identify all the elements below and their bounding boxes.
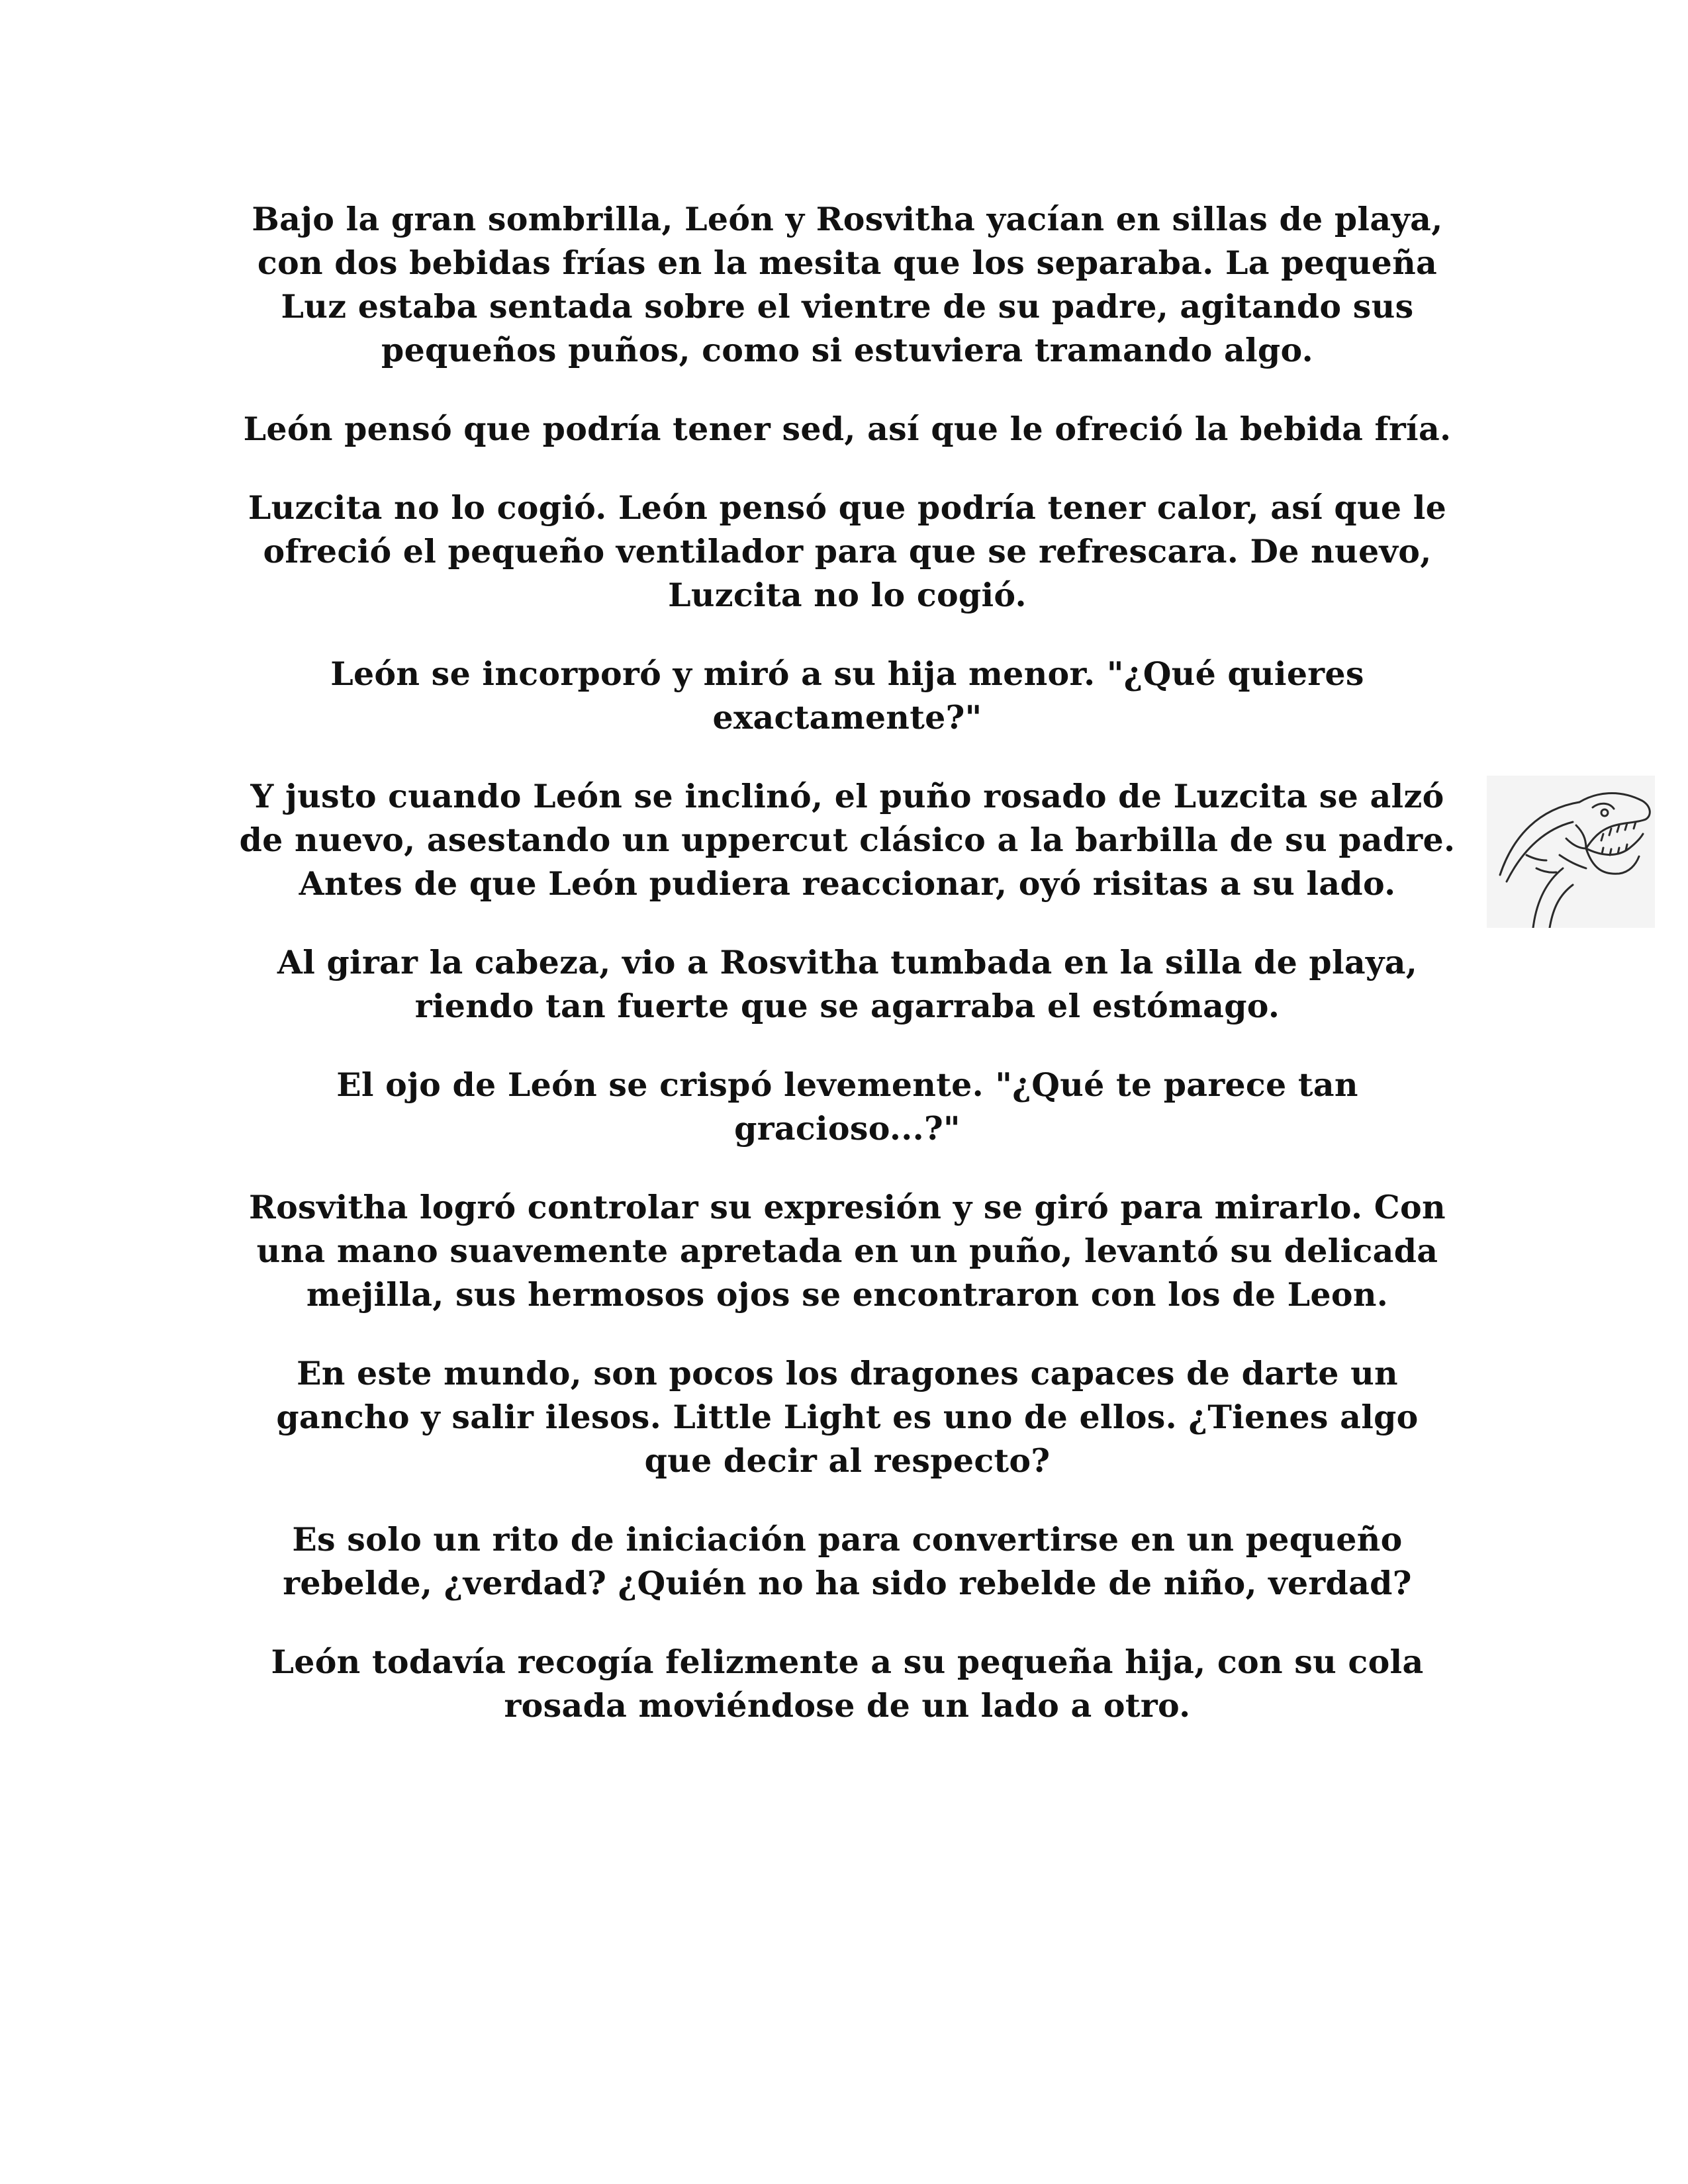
paragraph-6: Al girar la cabeza, vio a Rosvitha tumbada en la silla de playa, riendo tan fuerte que se agarraba el estómago. — [277, 943, 1418, 1025]
paragraph-3: Luzcita no lo cogió. León pensó que podría tener calor, así que le ofreció el pequeño ventilador para que se refrescara. De nuevo, Luzcita no lo cogió. — [248, 488, 1447, 614]
paragraph-9: En este mundo, son pocos los dragones capaces de darte un gancho y salir ilesos. Little Light es uno de ellos. ¿Tienes algo que decir al respecto? — [276, 1354, 1419, 1480]
story-text — [238, 197, 1456, 1762]
paragraph-1: Bajo la gran sombrilla, León y Rosvitha yacían en sillas de playa, con dos bebidas frías en la mesita que los separaba. La pequeña Luz estaba sentada sobre el vientre de su padre, agitando sus pequeños puños, como si estuviera tramando algo. — [252, 200, 1443, 369]
paragraph-4: León se incorporó y miró a su hija menor. "¿Qué quieres exactamente?" — [330, 655, 1364, 737]
paragraph-11: León todavía recogía felizmente a su pequeña hija, con su cola rosada moviéndose de un lado a otro. — [271, 1643, 1424, 1725]
paragraph-10: Es solo un rito de iniciación para convertirse en un pequeño rebelde, ¿verdad? ¿Quién no ha sido rebelde de niño, verdad? — [283, 1520, 1412, 1602]
dinosaur-head-sketch-icon — [1487, 776, 1655, 928]
paragraph-5: Y justo cuando León se inclinó, el puño rosado de Luzcita se alzó de nuevo, asestando un uppercut clásico a la barbilla de su padre. Antes de que León pudiera reaccionar, oyó risitas a su lado. — [239, 777, 1456, 903]
paragraph-7: El ojo de León se crispó levemente. "¿Qué te parece tan gracioso...?" — [336, 1066, 1358, 1148]
paragraph-8: Rosvitha logró controlar su expresión y se giró para mirarlo. Con una mano suavemente apretada en un puño, levantó su delicada mejilla, sus hermosos ojos se encontraron con los de Leon. — [249, 1188, 1446, 1314]
paragraph-2: León pensó que podría tener sed, así que le ofreció la bebida fría. — [243, 410, 1452, 448]
